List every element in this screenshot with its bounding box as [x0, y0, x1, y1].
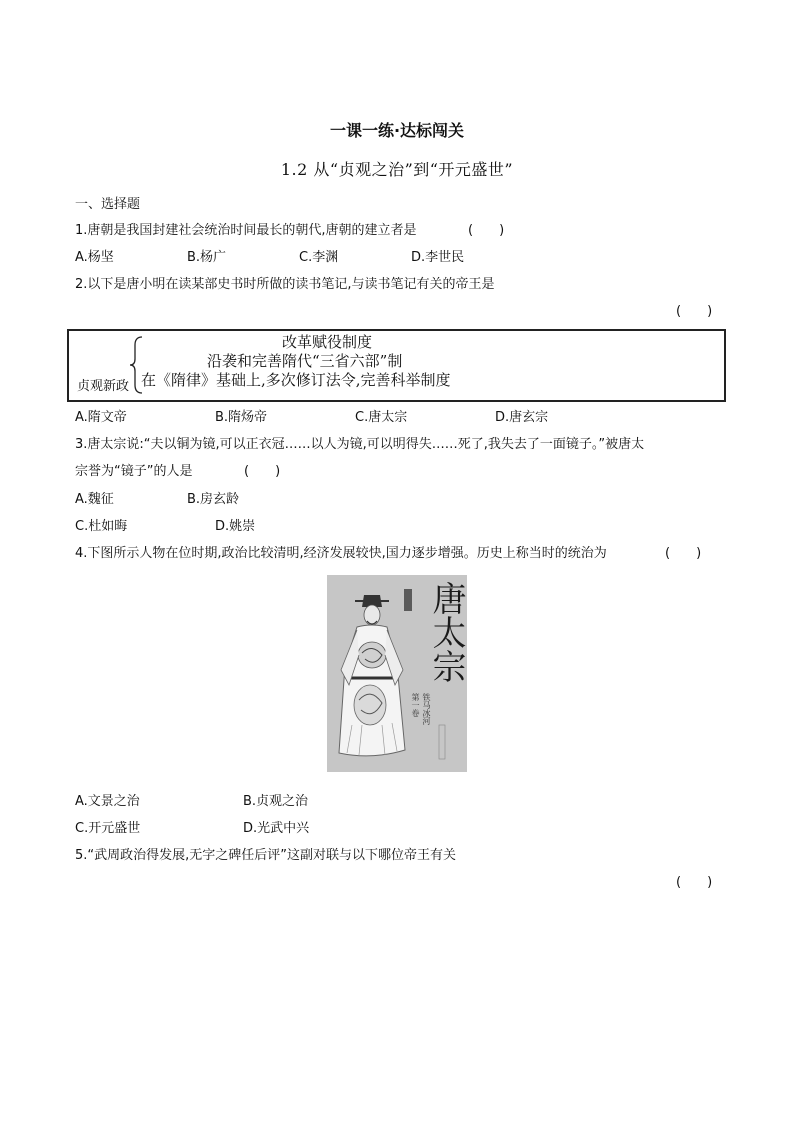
book-cover-image — [327, 575, 467, 772]
note-line-3: 在《隋律》基础上,多次修订法令,完善科举制度 — [141, 371, 451, 389]
note-line-2: 沿袭和完善隋代“三省六部”制 — [207, 352, 403, 370]
question-3-option-c: C.杜如晦 — [75, 519, 128, 534]
question-2-option-d: D.唐玄宗 — [495, 410, 549, 425]
reading-note-box — [67, 329, 726, 402]
question-4-option-d: D.光武中兴 — [243, 821, 310, 836]
question-2-stem: 2.以下是唐小明在读某部史书时所做的读书笔记,与读书笔记有关的帝王是 — [75, 277, 495, 292]
question-3-answer-blank: ( ) — [244, 464, 281, 479]
question-5-answer-blank: ( ) — [676, 875, 713, 890]
question-1-option-c: C.李渊 — [299, 250, 339, 265]
question-2-option-a: A.隋文帝 — [75, 410, 127, 425]
question-1-stem: 1.唐朝是我国封建社会统治时间最长的朝代,唐朝的建立者是 — [75, 223, 417, 238]
question-2-answer-blank: ( ) — [676, 304, 713, 319]
question-3-option-a: A.魏征 — [75, 492, 114, 507]
lesson-title: 1.2 从“贞观之治”到“开元盛世” — [280, 160, 514, 179]
note-line-1: 改革赋役制度 — [282, 333, 373, 351]
question-1-answer-blank: ( ) — [468, 223, 505, 238]
question-4-answer-blank: ( ) — [665, 546, 702, 561]
question-3-stem-line-2: 宗誉为“镜子”的人是 — [75, 464, 193, 479]
question-4-option-a: A.文景之治 — [75, 794, 140, 809]
page-title: 一课一练·达标闯关 — [329, 121, 465, 140]
question-2-option-b: B.隋炀帝 — [215, 410, 268, 425]
question-3-option-d: D.姚崇 — [215, 519, 256, 534]
question-4-option-c: C.开元盛世 — [75, 821, 141, 836]
question-3-option-b: B.房玄龄 — [187, 492, 240, 507]
question-5-stem: 5.“武周政治得发展,无字之碑任后评”这副对联与以下哪位帝王有关 — [75, 848, 457, 863]
book-volume: 第一卷 — [411, 693, 420, 717]
question-1-option-b: B.杨广 — [187, 250, 227, 265]
question-4-option-b: B.贞观之治 — [243, 794, 309, 809]
question-2-option-c: C.唐太宗 — [355, 410, 408, 425]
section-heading: 一、选择题 — [75, 197, 141, 212]
note-label: 贞观新政 — [77, 379, 130, 394]
question-4-stem: 4.下图所示人物在位时期,政治比较清明,经济发展较快,国力逐步增强。历史上称当时的统治为 — [75, 546, 607, 561]
question-3-stem-line-1: 3.唐太宗说:“夫以铜为镜,可以正衣冠……以人为镜,可以明得失……死了,我失去了一面镜子。”被唐太 — [75, 437, 645, 452]
question-1-option-d: D.李世民 — [411, 250, 465, 265]
book-subtitle: 铁马冰河 — [422, 693, 431, 725]
question-1-option-a: A.杨坚 — [75, 250, 114, 265]
book-title: 唐太宗 — [426, 581, 466, 683]
